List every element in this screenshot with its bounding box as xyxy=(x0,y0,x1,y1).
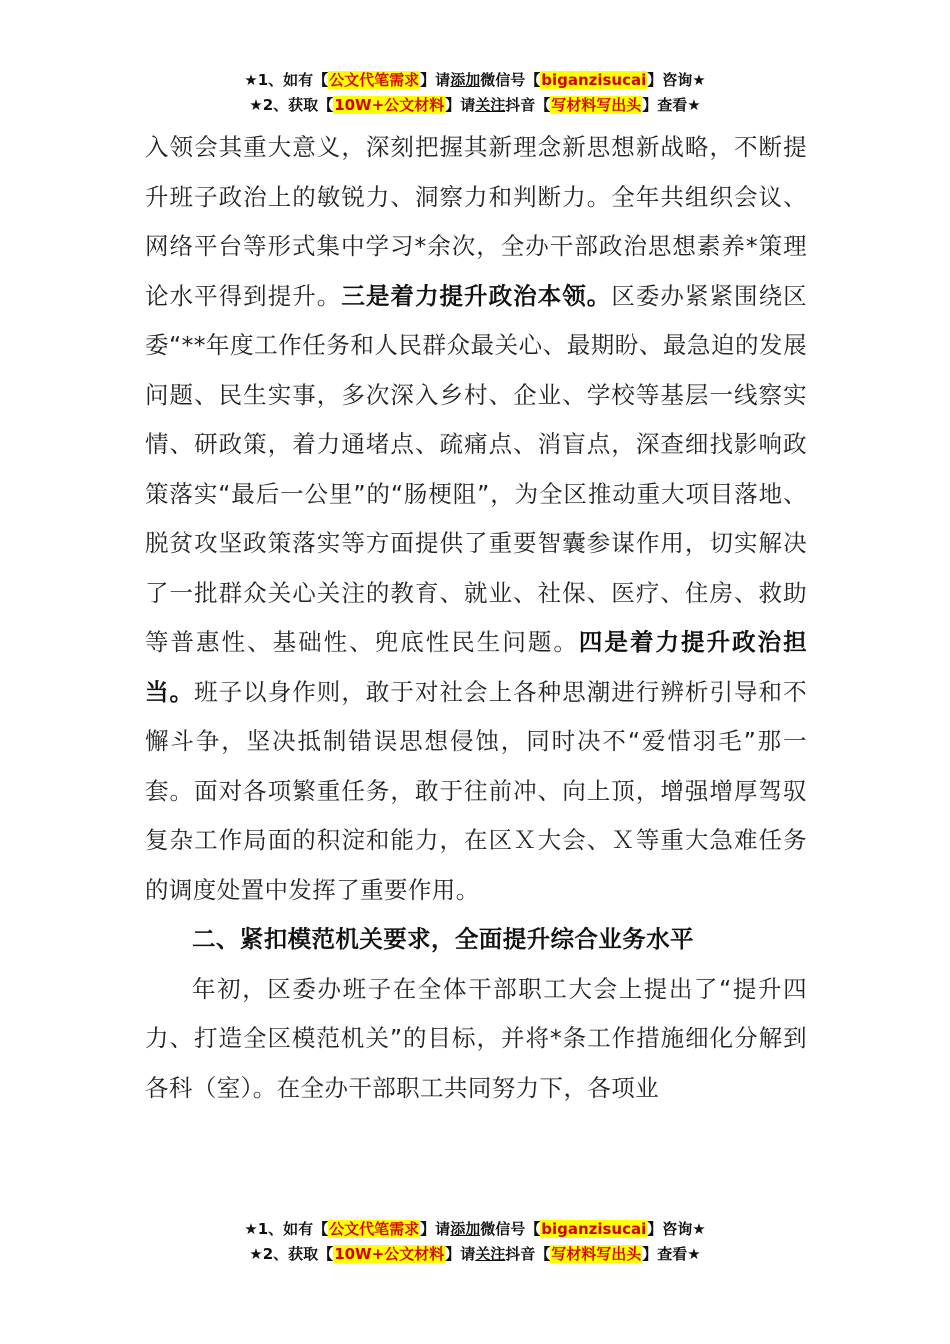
paragraph-1 xyxy=(145,123,807,915)
footer-notice xyxy=(0,1217,950,1267)
notice-text: ★2、获取【 xyxy=(249,1245,334,1263)
notice-highlight-wechat-id: biganzisucai xyxy=(541,1220,647,1238)
bold-point-3: 三是着力提升政治本领。 xyxy=(341,281,612,310)
notice-underlined: 关注 xyxy=(475,1245,506,1263)
notice-highlight: 10W+公文材料 xyxy=(334,96,445,114)
notice-highlight-douyin: 写材料写出头 xyxy=(551,96,642,114)
notice-underlined: 添加 xyxy=(450,1220,481,1238)
notice-highlight: 公文代笔需求 xyxy=(329,71,420,89)
notice-text: 抖音【 xyxy=(505,1245,551,1263)
document-body xyxy=(145,123,807,1113)
paragraph-text: 区委办紧紧围绕区委“**年度工作任务和人民群众最关心、最期盼、最急迫的发展问题、民生实事，多次深入乡村、企业、学校等基层一线察实情、研政策，着力通堵点、疏痛点、消盲点，深查细找影响政策落实“最后一公里”的“肠梗阻”，为全区推动重大项目落地、脱贫攻坚政策落实等方面提供了重要智囊参谋作用，切实解决了一批群众关心关注的教育、就业、社保、医疗、住房、救助等普惠性、基础性、兜底性民生问题。 xyxy=(145,281,808,656)
notice-text: 】咨询★ xyxy=(647,71,706,89)
notice-text: 抖音【 xyxy=(505,96,551,114)
notice-highlight: 公文代笔需求 xyxy=(329,1220,420,1238)
notice-line-2 xyxy=(0,93,950,118)
section-heading-2: 二、紧扣模范机关要求，全面提升综合业务水平 xyxy=(192,925,694,953)
notice-text: ★1、如有【 xyxy=(244,71,329,89)
notice-text: 微信号【 xyxy=(480,71,541,89)
paragraph-text: 班子以身作则，敢于对社会上各种思潮进行辨析引导和不懈斗争，坚决抵制错误思想侵蚀，同时决不“爱惜羽毛”那一套。面对各项繁重任务，敢于往前冲、向上顶，增强增厚驾驭复杂工作局面的积淀和能力，在区Ｘ大会、Ｘ等重大急难任务的调度处置中发挥了重要作用。 xyxy=(145,677,807,904)
notice-text: 】咨询★ xyxy=(647,1220,706,1238)
notice-underlined: 添加 xyxy=(450,71,481,89)
notice-line-2 xyxy=(0,1242,950,1267)
paragraph-text: 入领会其重大意义，深刻把握其新理念新思想新战略，不断提升班子政治上的敏锐力、洞察力和判断力。全年共组织会议、网络平台等形式集中学习*余次，全办干部政治思想素养*策理论水平得到提升。 xyxy=(145,133,807,310)
notice-text: 】请 xyxy=(420,1220,451,1238)
notice-text: 】查看★ xyxy=(642,96,701,114)
notice-highlight: 10W+公文材料 xyxy=(334,1245,445,1263)
notice-text: 】查看★ xyxy=(642,1245,701,1263)
header-notice xyxy=(0,68,950,118)
notice-line-1 xyxy=(0,68,950,93)
notice-text: ★1、如有【 xyxy=(244,1220,329,1238)
notice-underlined: 关注 xyxy=(475,96,506,114)
bold-point-4: 四是着力提升政治担当。 xyxy=(145,628,807,706)
notice-text: 】请 xyxy=(445,96,476,114)
notice-highlight-wechat-id: biganzisucai xyxy=(541,71,647,89)
notice-text: 】请 xyxy=(445,1245,476,1263)
paragraph-2: 年初，区委办班子在全体干部职工大会上提出了“提升四力、打造全区模范机关”的目标，并将*条工作措施细化分解到各科（室）。在全办干部职工共同努力下，各项业 xyxy=(145,974,807,1102)
notice-text: ★2、获取【 xyxy=(249,96,334,114)
notice-line-1 xyxy=(0,1217,950,1242)
notice-text: 】请 xyxy=(420,71,451,89)
notice-text: 微信号【 xyxy=(480,1220,541,1238)
notice-highlight-douyin: 写材料写出头 xyxy=(551,1245,642,1263)
